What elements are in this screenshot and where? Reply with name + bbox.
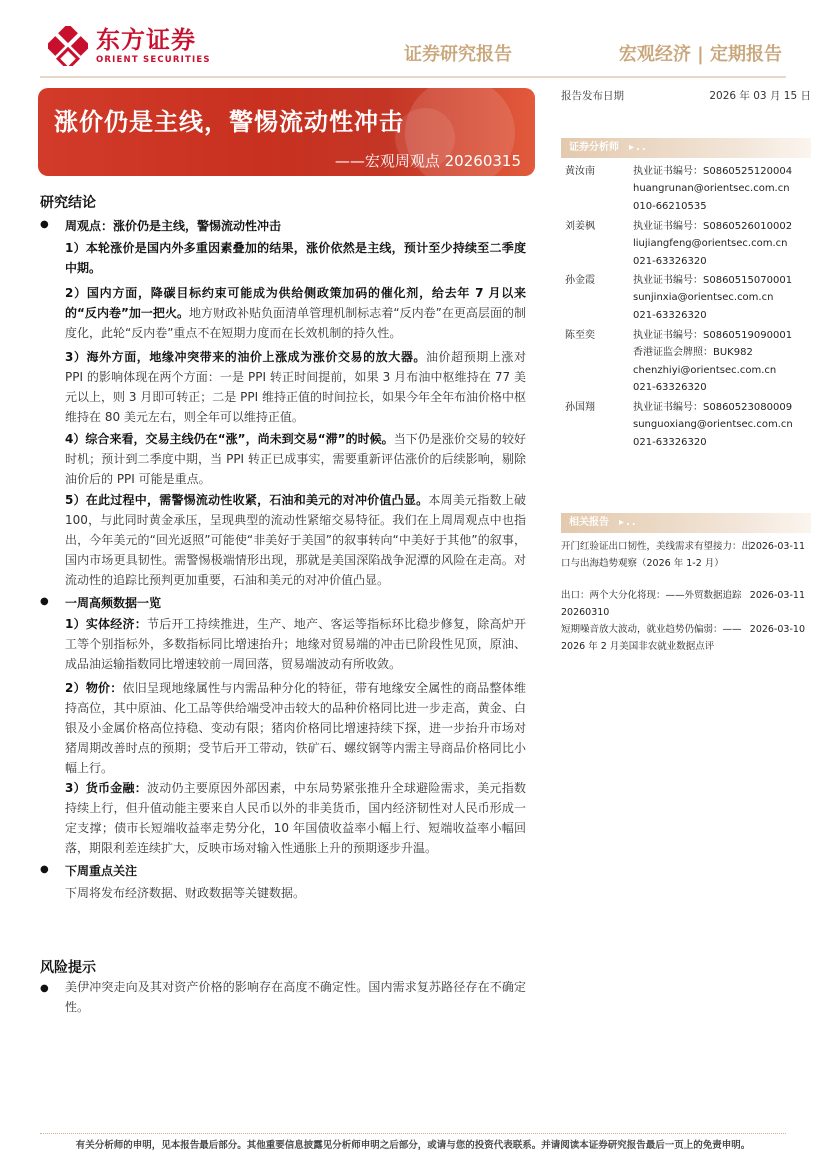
logo-en: ORIENT SECURITIES	[96, 55, 211, 65]
publish-label: 报告发布日期	[561, 90, 624, 102]
paragraph-1: 1）本轮涨价是国内外多重因素叠加的结果，涨价依然是主线，预计至少持续至二季度中期。	[65, 241, 526, 275]
related-report[interactable]	[561, 621, 811, 657]
analyst-cert: 执业证书编号：S0860526010002	[633, 221, 793, 232]
company-logo	[48, 26, 211, 66]
related-report[interactable]	[561, 587, 811, 623]
analyst-card	[561, 327, 811, 397]
analyst-email[interactable]: liujiangfeng@orientsec.com.cn	[633, 238, 788, 250]
paragraph-4: 4）综合来看，交易主线仍在“涨”，尚未到交易“滞”的时候。当下仍是涨价交易的较好时机；预计到二季度中期，当 PPI 转正已成事实，需要重新评估涨价的后续影响，剔除油价后的 PPI 可能是重点。	[65, 432, 526, 486]
report-subtitle: ——宏观周观点 20260315	[334, 152, 521, 170]
analyst-cert: 执业证书编号：S0860525120004	[633, 166, 793, 177]
analyst-card	[561, 163, 811, 215]
analyst-email[interactable]: huangrunan@orientsec.com.cn	[633, 183, 790, 195]
related-date: 2026-03-11	[749, 590, 805, 601]
next-week-label: 下周重点关注	[65, 864, 138, 878]
analyst-phone: 021-63326320	[633, 309, 707, 321]
hf-paragraph-1: 1）实体经济：节后开工持续推进，生产、地产、客运等指标环比稳步修复，除高炉开工等个别指标外，多数指标同比增速抬升；地缘对贸易端的冲击已阶段性见顶，原油、成品油运输指数同比增速较前一周回落，贸易端波动有所收敛。	[65, 617, 526, 671]
hf-data-label: 一周高频数据一览	[65, 596, 162, 610]
analyst-phone: 021-63326320	[633, 255, 707, 267]
related-report[interactable]	[561, 538, 811, 590]
analyst-phone: 021-63326320	[633, 436, 707, 448]
analyst-cert: 执业证书编号：S0860519090001	[633, 330, 793, 341]
analyst-email[interactable]: chenzhiyi@orientsec.com.cn	[633, 364, 777, 376]
related-title[interactable]: 短期噪音放大波动，就业趋势仍偏弱：——2026 年 2 月美国非农就业数据点评	[561, 624, 742, 652]
analyst-cert: 执业证书编号：S0860523080009	[633, 402, 793, 413]
report-type: 证券研究报告	[404, 44, 512, 65]
analyst-phone: 021-63326320	[633, 381, 707, 393]
bullet-icon: ●	[40, 596, 49, 607]
logo-icon	[48, 26, 88, 66]
bullet-icon: ●	[40, 983, 49, 994]
analyst-card	[561, 272, 811, 324]
publish-info	[561, 88, 811, 103]
report-category: 宏观经济 | 定期报告	[618, 44, 782, 65]
report-title: 涨价仍是主线，警惕流动性冲击	[54, 108, 404, 136]
analyst-cert: 执业证书编号：S0860515070001	[633, 275, 793, 286]
paragraph-2: 2）国内方面，降碳目标约束可能成为供给侧政策加码的催化剂，给去年 7 月以来的“反内卷”加一把火。地方财政补贴负面清单管理机制标志着“反内卷”在更高层面的制度化，此轮“反内卷”重点不在短期力度而在长效机制的持久性。	[65, 286, 526, 340]
analyst-name: 黄汝南	[565, 166, 595, 177]
research-heading: 研究结论	[40, 195, 96, 211]
header-divider	[40, 76, 786, 78]
related-title[interactable]: 开门红验证出口韧性，美线需求有望接力：出口与出海趋势观察（2026 年 1-2 月）	[561, 541, 752, 569]
paragraph-5: 5）在此过程中，需警惕流动性收紧，石油和美元的对冲价值凸显。本周美元指数上破 100，与此同时黄金承压，呈现典型的流动性紧缩交易特征。我们在上周周观点中也指出，今年美元的“回光返照”可能使“非美好于美国”的叙事转向“中美好于其他”的叙事，国内市场更具韧性。需警惕极端情形出现，那就是美国深陷战争泥潭的风险在走高。对流动性的追踪比预判更加重要，石油和美元的对冲价值凸显。	[65, 493, 526, 587]
title-banner	[38, 88, 535, 176]
related-section-bar: 相关报告 ▸..	[561, 513, 811, 533]
related-title[interactable]: 出口：两个大分化将现：——外贸数据追踪 20260310	[561, 590, 742, 618]
analyst-card	[561, 399, 811, 451]
next-week-text: 下周将发布经济数据、财政数据等关键数据。	[65, 886, 306, 900]
hf-paragraph-2: 2）物价：依旧呈现地缘属性与内需品种分化的特征，带有地缘安全属性的商品整体维持高位，其中原油、化工品等供给端受冲击较大的品种价格同比进一步走高，黄金、白银及小金属价格高位持稳、变动有限；猪肉价格同比增速持续下探，进一步抬升市场对猪周期改善时点的预期；受节后开工带动，铁矿石、螺纹钢等内需主导商品价格同比小幅上行。	[65, 681, 526, 775]
related-date: 2026-03-11	[749, 541, 805, 552]
analyst-name: 孙国翔	[565, 402, 595, 413]
paragraph-3: 3）海外方面，地缘冲突带来的油价上涨成为涨价交易的放大器。油价超预期上涨对 PPI 的影响体现在两个方面：一是 PPI 转正时间提前，如果 3 月布油中枢维持在 77 美元以上，则 3 月即可转正；二是 PPI 维持正值的时间拉长，如果今年全年布油价格中枢维持在 80 美元左右，则全年可以维持正值。	[65, 350, 526, 424]
bullet-icon: ●	[40, 864, 49, 875]
footer-divider	[40, 1133, 786, 1134]
risk-text: 美伊冲突走向及其对资产价格的影响存在高度不确定性。国内需求复苏路径存在不确定性。	[65, 980, 526, 1014]
bullet-icon: ●	[40, 219, 49, 230]
analyst-phone: 010-66210535	[633, 200, 707, 212]
analyst-name: 陈至奕	[565, 330, 595, 341]
analyst-name: 刘姜枫	[565, 221, 595, 232]
weekly-view-label: 周观点：涨价仍是主线，警惕流动性冲击	[65, 219, 282, 233]
analyst-email[interactable]: sunguoxiang@orientsec.com.cn	[633, 419, 793, 431]
hf-paragraph-3: 3）货币金融：波动仍主要原因外部因素，中东局势紧张推升全球避险需求，美元指数持续上行，但升值动能主要来自人民币以外的非美货币，国内经济韧性对人民币形成一定支撑；债市长短端收益率走势分化，10 年国债收益率小幅上行、短端收益率小幅回落，期限利差连续扩大，反映市场对输入性通胀上升的预期逐步升温。	[65, 781, 526, 855]
risk-heading: 风险提示	[40, 960, 96, 976]
analyst-name: 孙金霞	[565, 275, 595, 286]
logo-cn: 东方证券	[96, 26, 196, 54]
analyst-email[interactable]: sunjinxia@orientsec.com.cn	[633, 292, 774, 304]
analyst-license: 香港证监会牌照：BUK982	[633, 347, 753, 359]
footer-disclaimer: 有关分析师的申明，见本报告最后部分。其他重要信息披露见分析师申明之后部分，或请与您的投资代表联系。并请阅读本证券研究报告最后一页上的免责申明。	[75, 1140, 751, 1151]
analyst-card	[561, 218, 811, 270]
publish-date: 2026 年 03 月 15 日	[709, 90, 811, 102]
analysts-section-bar: 证券分析师 ▸..	[561, 138, 811, 158]
related-date: 2026-03-10	[749, 624, 805, 635]
